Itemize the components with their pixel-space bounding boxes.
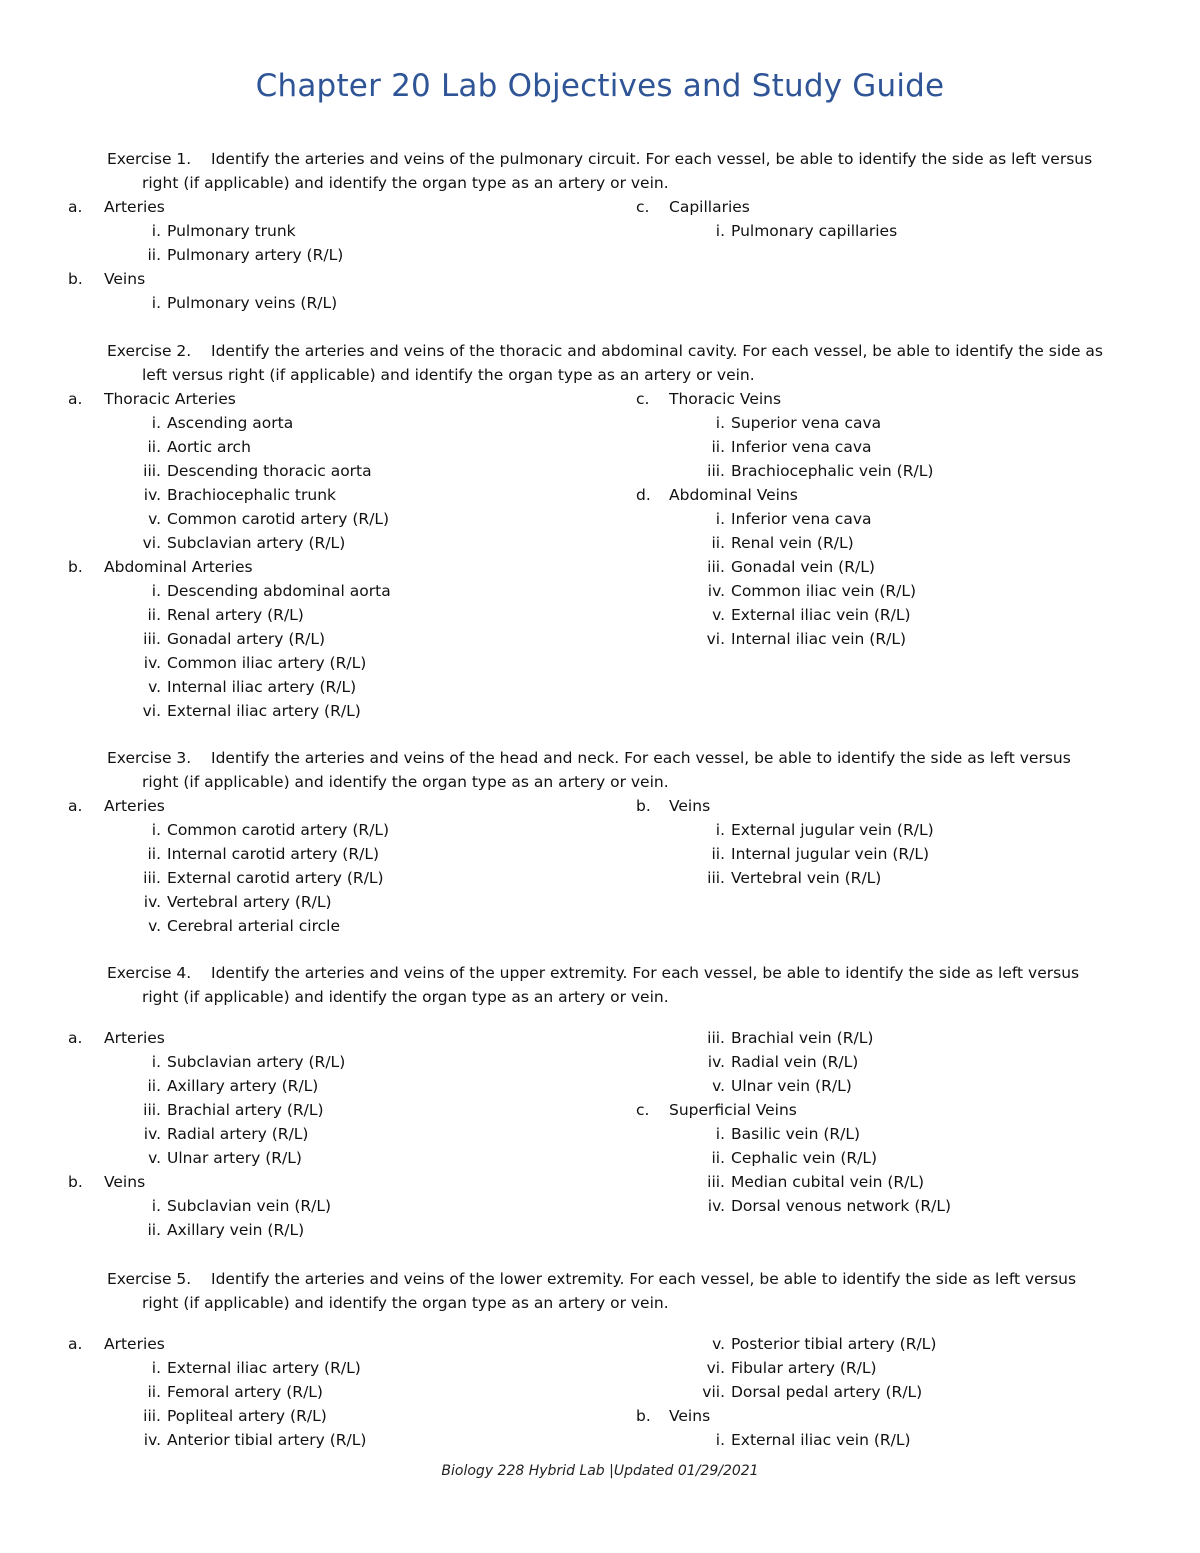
item-text: Basilic vein (R/L) <box>731 1125 861 1143</box>
item-numeral: iv. <box>707 1053 725 1071</box>
list-item <box>0 1194 1200 1218</box>
item-text: Brachial vein (R/L) <box>731 1029 874 1047</box>
item-text: Brachiocephalic vein (R/L) <box>731 462 934 480</box>
item-numeral: ii. <box>711 845 725 863</box>
section-name: Superficial Veins <box>669 1101 797 1119</box>
item-text: External iliac vein (R/L) <box>731 606 911 624</box>
section-name: Veins <box>669 1407 711 1425</box>
vessel-columns <box>68 1332 1137 1452</box>
exercise-label: Exercise 2. <box>107 342 192 360</box>
item-numeral: i. <box>715 222 725 240</box>
list-item <box>0 651 1200 675</box>
item-numeral: ii. <box>711 534 725 552</box>
item-text: External iliac artery (R/L) <box>167 702 361 720</box>
list-item <box>0 219 1200 243</box>
vessel-columns <box>68 1026 1137 1242</box>
exercise-4 <box>68 961 1137 1242</box>
item-text: Vertebral vein (R/L) <box>731 869 882 887</box>
item-numeral: iii. <box>707 558 725 576</box>
item-numeral: i. <box>715 414 725 432</box>
list-item <box>0 699 1200 723</box>
item-numeral: i. <box>151 414 161 432</box>
item-numeral: iv. <box>143 486 161 504</box>
item-text: Inferior vena cava <box>731 438 872 456</box>
list-item <box>0 842 1200 866</box>
item-numeral: v. <box>148 678 161 696</box>
item-numeral: iv. <box>707 1197 725 1215</box>
item-numeral: ii. <box>147 845 161 863</box>
list-item <box>0 890 1200 914</box>
item-numeral: iii. <box>143 1101 161 1119</box>
instruction-line-2: right (if applicable) and identify the organ type as an artery or vein. <box>142 1294 669 1312</box>
item-numeral: i. <box>715 510 725 528</box>
exercise-2 <box>68 339 1137 723</box>
item-text: Aortic arch <box>167 438 251 456</box>
item-text: Renal vein (R/L) <box>731 534 854 552</box>
item-numeral: iii. <box>143 462 161 480</box>
item-numeral: iv. <box>707 582 725 600</box>
instruction-line-1: Identify the arteries and veins of the head and neck. For each vessel, be able to identify the side as left versus <box>211 749 1071 767</box>
item-numeral: vi. <box>142 702 161 720</box>
item-numeral: vi. <box>706 1359 725 1377</box>
section-name: Veins <box>104 1173 146 1191</box>
exercise-label: Exercise 4. <box>107 964 192 982</box>
section-heading: c. Superficial Veins <box>0 1098 1200 1122</box>
list-item <box>0 411 1200 435</box>
list-item <box>0 507 1200 531</box>
section-letter: b. <box>68 558 83 576</box>
list-item <box>0 1074 1200 1098</box>
section-heading: d. Abdominal Veins <box>0 483 1200 507</box>
item-text: External carotid artery (R/L) <box>167 869 384 887</box>
item-text: Posterior tibial artery (R/L) <box>731 1335 937 1353</box>
item-numeral: i. <box>715 1431 725 1449</box>
item-text: External jugular vein (R/L) <box>731 821 934 839</box>
instruction-line-2: right (if applicable) and identify the organ type as an artery or vein. <box>142 773 669 791</box>
item-numeral: iv. <box>143 893 161 911</box>
instruction-line-1: Identify the arteries and veins of the thoracic and abdominal cavity. For each vessel, be able to identify the side as <box>211 342 1103 360</box>
instruction-line-2: left versus right (if applicable) and identify the organ type as an artery or vein. <box>142 366 755 384</box>
list-item <box>0 627 1200 651</box>
item-text: Superior vena cava <box>731 414 882 432</box>
item-text: Cerebral arterial circle <box>167 917 340 935</box>
section-name: Arteries <box>104 1029 165 1047</box>
list-item <box>0 1026 1200 1050</box>
exercise-label: Exercise 1. <box>107 150 192 168</box>
item-text: Femoral artery (R/L) <box>167 1383 323 1401</box>
list-item <box>0 1170 1200 1194</box>
item-text: Brachial artery (R/L) <box>167 1101 324 1119</box>
exercise-instructions <box>107 746 1137 794</box>
exercise-3 <box>68 746 1137 938</box>
item-text: Dorsal pedal artery (R/L) <box>731 1383 923 1401</box>
item-numeral: iv. <box>143 1431 161 1449</box>
list-item <box>0 579 1200 603</box>
section-heading: b. Veins <box>0 794 1200 818</box>
right-column <box>0 195 1200 243</box>
item-text: Descending abdominal aorta <box>167 582 391 600</box>
item-text: Internal iliac artery (R/L) <box>167 678 357 696</box>
item-numeral: i. <box>715 821 725 839</box>
list-item <box>0 243 1200 267</box>
item-numeral: iii. <box>143 630 161 648</box>
exercise-instructions <box>107 961 1137 1009</box>
item-numeral: i. <box>151 294 161 312</box>
instruction-line-2: right (if applicable) and identify the organ type as an artery or vein. <box>142 174 669 192</box>
instruction-line-1: Identify the arteries and veins of the pulmonary circuit. For each vessel, be able to identify the side as left versus <box>211 150 1093 168</box>
section-name: Veins <box>669 797 711 815</box>
item-text: Common carotid artery (R/L) <box>167 510 390 528</box>
list-item <box>0 1122 1200 1146</box>
item-numeral: iv. <box>143 1125 161 1143</box>
section-letter: b. <box>68 270 83 288</box>
item-numeral: ii. <box>147 438 161 456</box>
item-numeral: v. <box>148 1149 161 1167</box>
item-numeral: i. <box>715 1125 725 1143</box>
page-title: Chapter 20 Lab Objectives and Study Guide <box>255 68 945 104</box>
item-numeral: ii. <box>147 606 161 624</box>
vessel-columns <box>68 387 1137 723</box>
item-numeral: v. <box>712 1335 725 1353</box>
section-letter: a. <box>68 198 83 216</box>
item-text: Internal iliac vein (R/L) <box>731 630 907 648</box>
instruction-line-1: Identify the arteries and veins of the lower extremity. For each vessel, be able to identify the side as left versus <box>211 1270 1077 1288</box>
section-letter: b. <box>68 1173 83 1191</box>
list-item <box>0 1146 1200 1170</box>
item-numeral: i. <box>151 821 161 839</box>
item-text: Ascending aorta <box>167 414 294 432</box>
list-item <box>0 531 1200 555</box>
item-text: Axillary vein (R/L) <box>167 1221 305 1239</box>
item-text: Ulnar vein (R/L) <box>731 1077 852 1095</box>
item-text: Pulmonary capillaries <box>731 222 898 240</box>
section-heading: c. Capillaries <box>0 195 1200 219</box>
exercise-instructions <box>107 339 1137 387</box>
item-numeral: iii. <box>707 462 725 480</box>
exercise-instructions <box>107 147 1137 195</box>
section-letter: a. <box>68 1335 83 1353</box>
right-column <box>0 794 1200 890</box>
item-text: Subclavian vein (R/L) <box>167 1197 332 1215</box>
right-column <box>0 1026 1200 1218</box>
item-text: Pulmonary artery (R/L) <box>167 246 344 264</box>
item-text: Cephalic vein (R/L) <box>731 1149 878 1167</box>
item-numeral: i. <box>151 582 161 600</box>
section-letter: a. <box>68 797 83 815</box>
item-text: Internal jugular vein (R/L) <box>731 845 930 863</box>
list-item <box>0 1356 1200 1380</box>
item-text: Ulnar artery (R/L) <box>167 1149 302 1167</box>
section-heading: b. Veins <box>0 1404 1200 1428</box>
item-text: Common iliac artery (R/L) <box>167 654 367 672</box>
item-text: Radial vein (R/L) <box>731 1053 859 1071</box>
item-text: Pulmonary trunk <box>167 222 296 240</box>
section-name: Thoracic Veins <box>669 390 782 408</box>
item-text: Brachiocephalic trunk <box>167 486 336 504</box>
item-numeral: vi. <box>142 534 161 552</box>
list-item <box>0 459 1200 483</box>
list-item <box>0 1428 1200 1452</box>
item-text: Gonadal artery (R/L) <box>167 630 326 648</box>
item-text: Subclavian artery (R/L) <box>167 534 346 552</box>
item-text: Anterior tibial artery (R/L) <box>167 1431 367 1449</box>
list-item <box>0 1218 1200 1242</box>
item-text: Gonadal vein (R/L) <box>731 558 875 576</box>
item-text: Popliteal artery (R/L) <box>167 1407 327 1425</box>
item-numeral: v. <box>148 510 161 528</box>
item-text: External iliac vein (R/L) <box>731 1431 911 1449</box>
item-numeral: v. <box>148 917 161 935</box>
section-letter: a. <box>68 390 83 408</box>
item-numeral: i. <box>151 1359 161 1377</box>
section-name: Thoracic Arteries <box>104 390 236 408</box>
item-numeral: iv. <box>143 654 161 672</box>
item-text: Median cubital vein (R/L) <box>731 1173 925 1191</box>
item-text: Dorsal venous network (R/L) <box>731 1197 952 1215</box>
item-numeral: iii. <box>707 869 725 887</box>
item-text: Internal carotid artery (R/L) <box>167 845 380 863</box>
list-item <box>0 1050 1200 1074</box>
list-item <box>0 866 1200 890</box>
item-numeral: ii. <box>711 1149 725 1167</box>
right-column <box>0 1332 1200 1452</box>
item-numeral: v. <box>712 1077 725 1095</box>
item-text: Vertebral artery (R/L) <box>167 893 332 911</box>
list-item <box>0 555 1200 579</box>
item-text: Subclavian artery (R/L) <box>167 1053 346 1071</box>
list-item <box>0 435 1200 459</box>
item-numeral: iii. <box>143 1407 161 1425</box>
item-numeral: iii. <box>707 1029 725 1047</box>
section-name: Capillaries <box>669 198 750 216</box>
exercise-1 <box>68 147 1137 315</box>
item-text: Inferior vena cava <box>731 510 872 528</box>
section-name: Veins <box>104 270 146 288</box>
exercise-label: Exercise 5. <box>107 1270 192 1288</box>
item-numeral: v. <box>712 606 725 624</box>
section-name: Arteries <box>104 797 165 815</box>
exercise-label: Exercise 3. <box>107 749 192 767</box>
list-item <box>0 1380 1200 1404</box>
item-numeral: vi. <box>706 630 725 648</box>
list-item <box>0 603 1200 627</box>
instruction-line-1: Identify the arteries and veins of the upper extremity. For each vessel, be able to identify the side as left versus <box>211 964 1080 982</box>
item-numeral: iii. <box>143 869 161 887</box>
section-name: Abdominal Arteries <box>104 558 253 576</box>
list-item <box>0 1332 1200 1356</box>
section-name: Arteries <box>104 1335 165 1353</box>
section-heading <box>0 267 1200 291</box>
instruction-line-2: right (if applicable) and identify the organ type as an artery or vein. <box>142 988 669 1006</box>
section-heading: c. Thoracic Veins <box>0 387 1200 411</box>
item-numeral: ii. <box>147 1221 161 1239</box>
section-letter: a. <box>68 1029 83 1047</box>
vessel-columns <box>68 195 1137 315</box>
section-name: Arteries <box>104 198 165 216</box>
item-numeral: i. <box>151 1053 161 1071</box>
item-text: Renal artery (R/L) <box>167 606 304 624</box>
item-numeral: i. <box>151 1197 161 1215</box>
item-numeral: vii. <box>702 1383 725 1401</box>
item-numeral: ii. <box>147 246 161 264</box>
page-footer: Biology 228 Hybrid Lab |Updated 01/29/2021 <box>441 1463 759 1479</box>
item-numeral: iii. <box>707 1173 725 1191</box>
item-text: Common carotid artery (R/L) <box>167 821 390 839</box>
vessel-columns <box>68 794 1137 938</box>
exercise-instructions <box>107 1267 1137 1315</box>
section-name: Abdominal Veins <box>669 486 798 504</box>
item-text: External iliac artery (R/L) <box>167 1359 361 1377</box>
list-item <box>0 914 1200 938</box>
list-item <box>0 291 1200 315</box>
right-column <box>0 387 1200 651</box>
item-numeral: ii. <box>147 1077 161 1095</box>
item-numeral: i. <box>151 222 161 240</box>
exercise-5 <box>68 1267 1137 1452</box>
item-text: Descending thoracic aorta <box>167 462 372 480</box>
item-text: Radial artery (R/L) <box>167 1125 309 1143</box>
item-text: Axillary artery (R/L) <box>167 1077 319 1095</box>
item-text: Fibular artery (R/L) <box>731 1359 877 1377</box>
item-text: Common iliac vein (R/L) <box>731 582 917 600</box>
item-numeral: ii. <box>711 438 725 456</box>
item-numeral: ii. <box>147 1383 161 1401</box>
item-text: Pulmonary veins (R/L) <box>167 294 338 312</box>
list-item <box>0 818 1200 842</box>
list-item <box>0 675 1200 699</box>
